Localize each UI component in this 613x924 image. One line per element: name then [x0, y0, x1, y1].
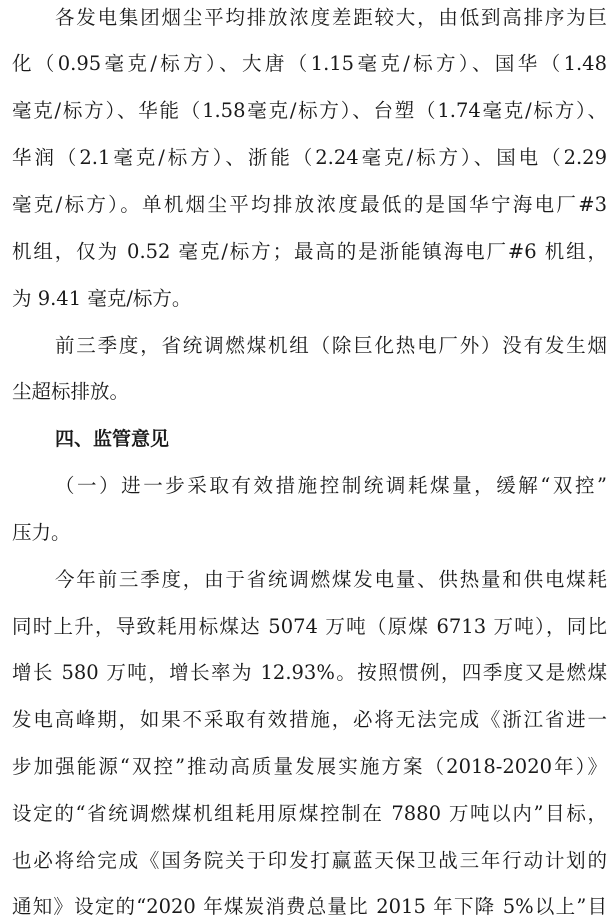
- paragraph-line: 步加强能源“双控”推动高质量发展实施方案（2018-2020年）》: [12, 755, 607, 778]
- section-heading: 四、监管意见: [55, 428, 170, 450]
- paragraph-line: 前三季度，省统调燃煤机组（除巨化热电厂外）没有发生烟: [55, 334, 607, 357]
- paragraph-line: 各发电集团烟尘平均排放浓度差距较大，由低到高排序为巨: [55, 6, 607, 29]
- paragraph-line: 同时上升，导致耗用标煤达 5074 万吨（原煤 6713 万吨），同比: [12, 615, 607, 638]
- paragraph-line: 发电高峰期，如果不采取有效措施，必将无法完成《浙江省进一: [12, 708, 607, 731]
- paragraph-line: 毫克/标方）。单机烟尘平均排放浓度最低的是国华宁海电厂#3: [12, 193, 607, 216]
- paragraph-line: 也必将给完成《国务院关于印发打赢蓝天保卫战三年行动计划的: [12, 849, 607, 872]
- paragraph-line: 通知》设定的“2020 年煤炭消费总量比 2015 年下降 5%以上”目: [12, 895, 607, 918]
- paragraph-line: 为 9.41 毫克/标方。: [12, 287, 192, 310]
- paragraph-line: 设定的“省统调燃煤机组耗用原煤控制在 7880 万吨以内”目标，: [12, 802, 607, 825]
- subsection-heading: （一）进一步采取有效措施控制统调耗煤量，缓解“双控”: [55, 474, 607, 497]
- paragraph-line: 机组，仅为 0.52 毫克/标方；最高的是浙能镇海电厂#6 机组，: [12, 240, 607, 263]
- subsection-heading-continued: 压力。: [12, 521, 71, 544]
- paragraph-line: 华润（2.1毫克/标方）、浙能（2.24毫克/标方）、国电（2.29: [12, 146, 607, 169]
- paragraph-line: 今年前三季度，由于省统调燃煤发电量、供热量和供电煤耗: [55, 568, 607, 591]
- paragraph-line: 毫克/标方）、华能（1.58毫克/标方）、台塑（1.74毫克/标方）、: [12, 99, 607, 122]
- paragraph-line: 尘超标排放。: [12, 380, 130, 403]
- paragraph-line: 化（0.95毫克/标方）、大唐（1.15毫克/标方）、国华（1.48: [12, 52, 607, 75]
- paragraph-line: 增长 580 万吨，增长率为 12.93%。按照惯例，四季度又是燃煤: [12, 661, 607, 684]
